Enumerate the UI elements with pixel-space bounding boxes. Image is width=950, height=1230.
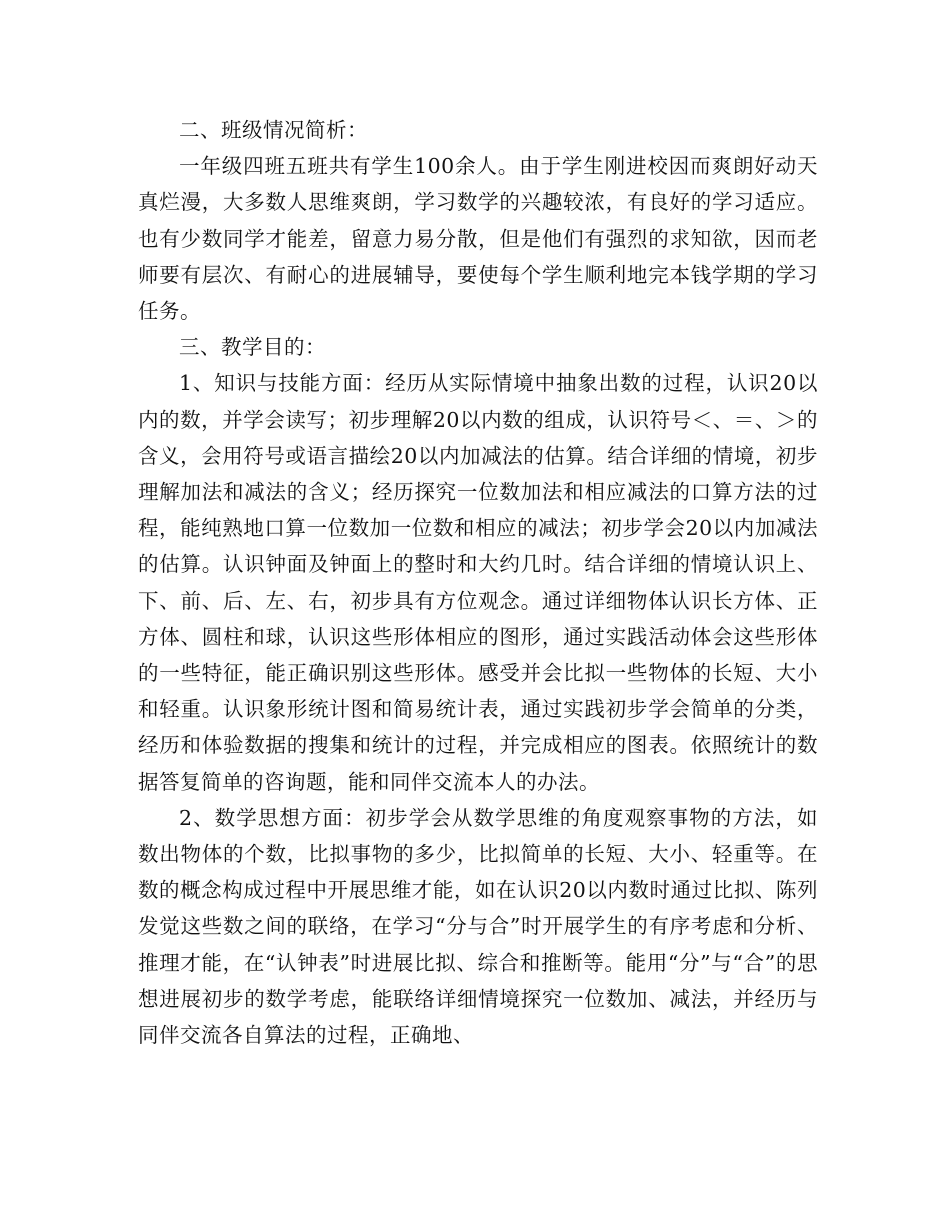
document-page <box>138 112 818 1053</box>
paragraph-knowledge-skills: 1、知识与技能方面：经历从实际情境中抽象出数的过程，认识20以内的数，并学会读写；初步理解20以内数的组成，认识符号＜、＝、＞的含义，会用符号或语言描绘20以内加减法的估算。结合详细的情境，初步理解加法和减法的含义；经历探究一位数加法和相应减法的口算方法的过程，能纯熟地口算一位数加一位数和相应的减法；初步学会20以内加减法的估算。认识钟面及钟面上的整时和大约几时。结合详细的情境认识上、下、前、后、左、右，初步具有方位观念。通过详细物体认识长方体、正方体、圆柱和球，认识这些形体相应的图形，通过实践活动体会这些形体的一些特征，能正确识别这些形体。感受并会比拟一些物体的长短、大小和轻重。认识象形统计图和简易统计表，通过实践初步学会简单的分类，经历和体验数据的搜集和统计的过程，并完成相应的图表。依照统计的数据答复简单的咨询题，能和同伴交流本人的办法。 <box>138 371 818 794</box>
section-heading-class-situation: 二、班级情况简析： <box>179 118 368 142</box>
section-heading-teaching-goals: 三、教学目的： <box>179 335 326 360</box>
paragraph-math-thinking: 2、数学思想方面：初步学会从数学思维的角度观察事物的方法，如数出物体的个数，比拟事物的多少，比拟简单的长短、大小、轻重等。在数的概念构成过程中开展思维才能，如在认识20以内数时通过比拟、陈列发觉这些数之间的联络，在学习“分与合”时开展学生的有序考虑和分析、推理才能，在“认钟表”时进展比拟、综合和推断等。能用“分”与“合”的思想进展初步的数学考虑，能联络详细情境探究一位数加、减法，并经历与同伴交流各自算法的过程，正确地、 <box>138 805 818 1048</box>
paragraph-class-situation: 一年级四班五班共有学生100余人。由于学生刚进校因而爽朗好动天真烂漫，大多数人思维爽朗，学习数学的兴趣较浓，有良好的学习适应。也有少数同学才能差，留意力易分散，但是他们有强烈的求知欲，因而老师要有层次、有耐心的进展辅导，要使每个学生顺利地完本钱学期的学习任务。 <box>138 154 818 324</box>
